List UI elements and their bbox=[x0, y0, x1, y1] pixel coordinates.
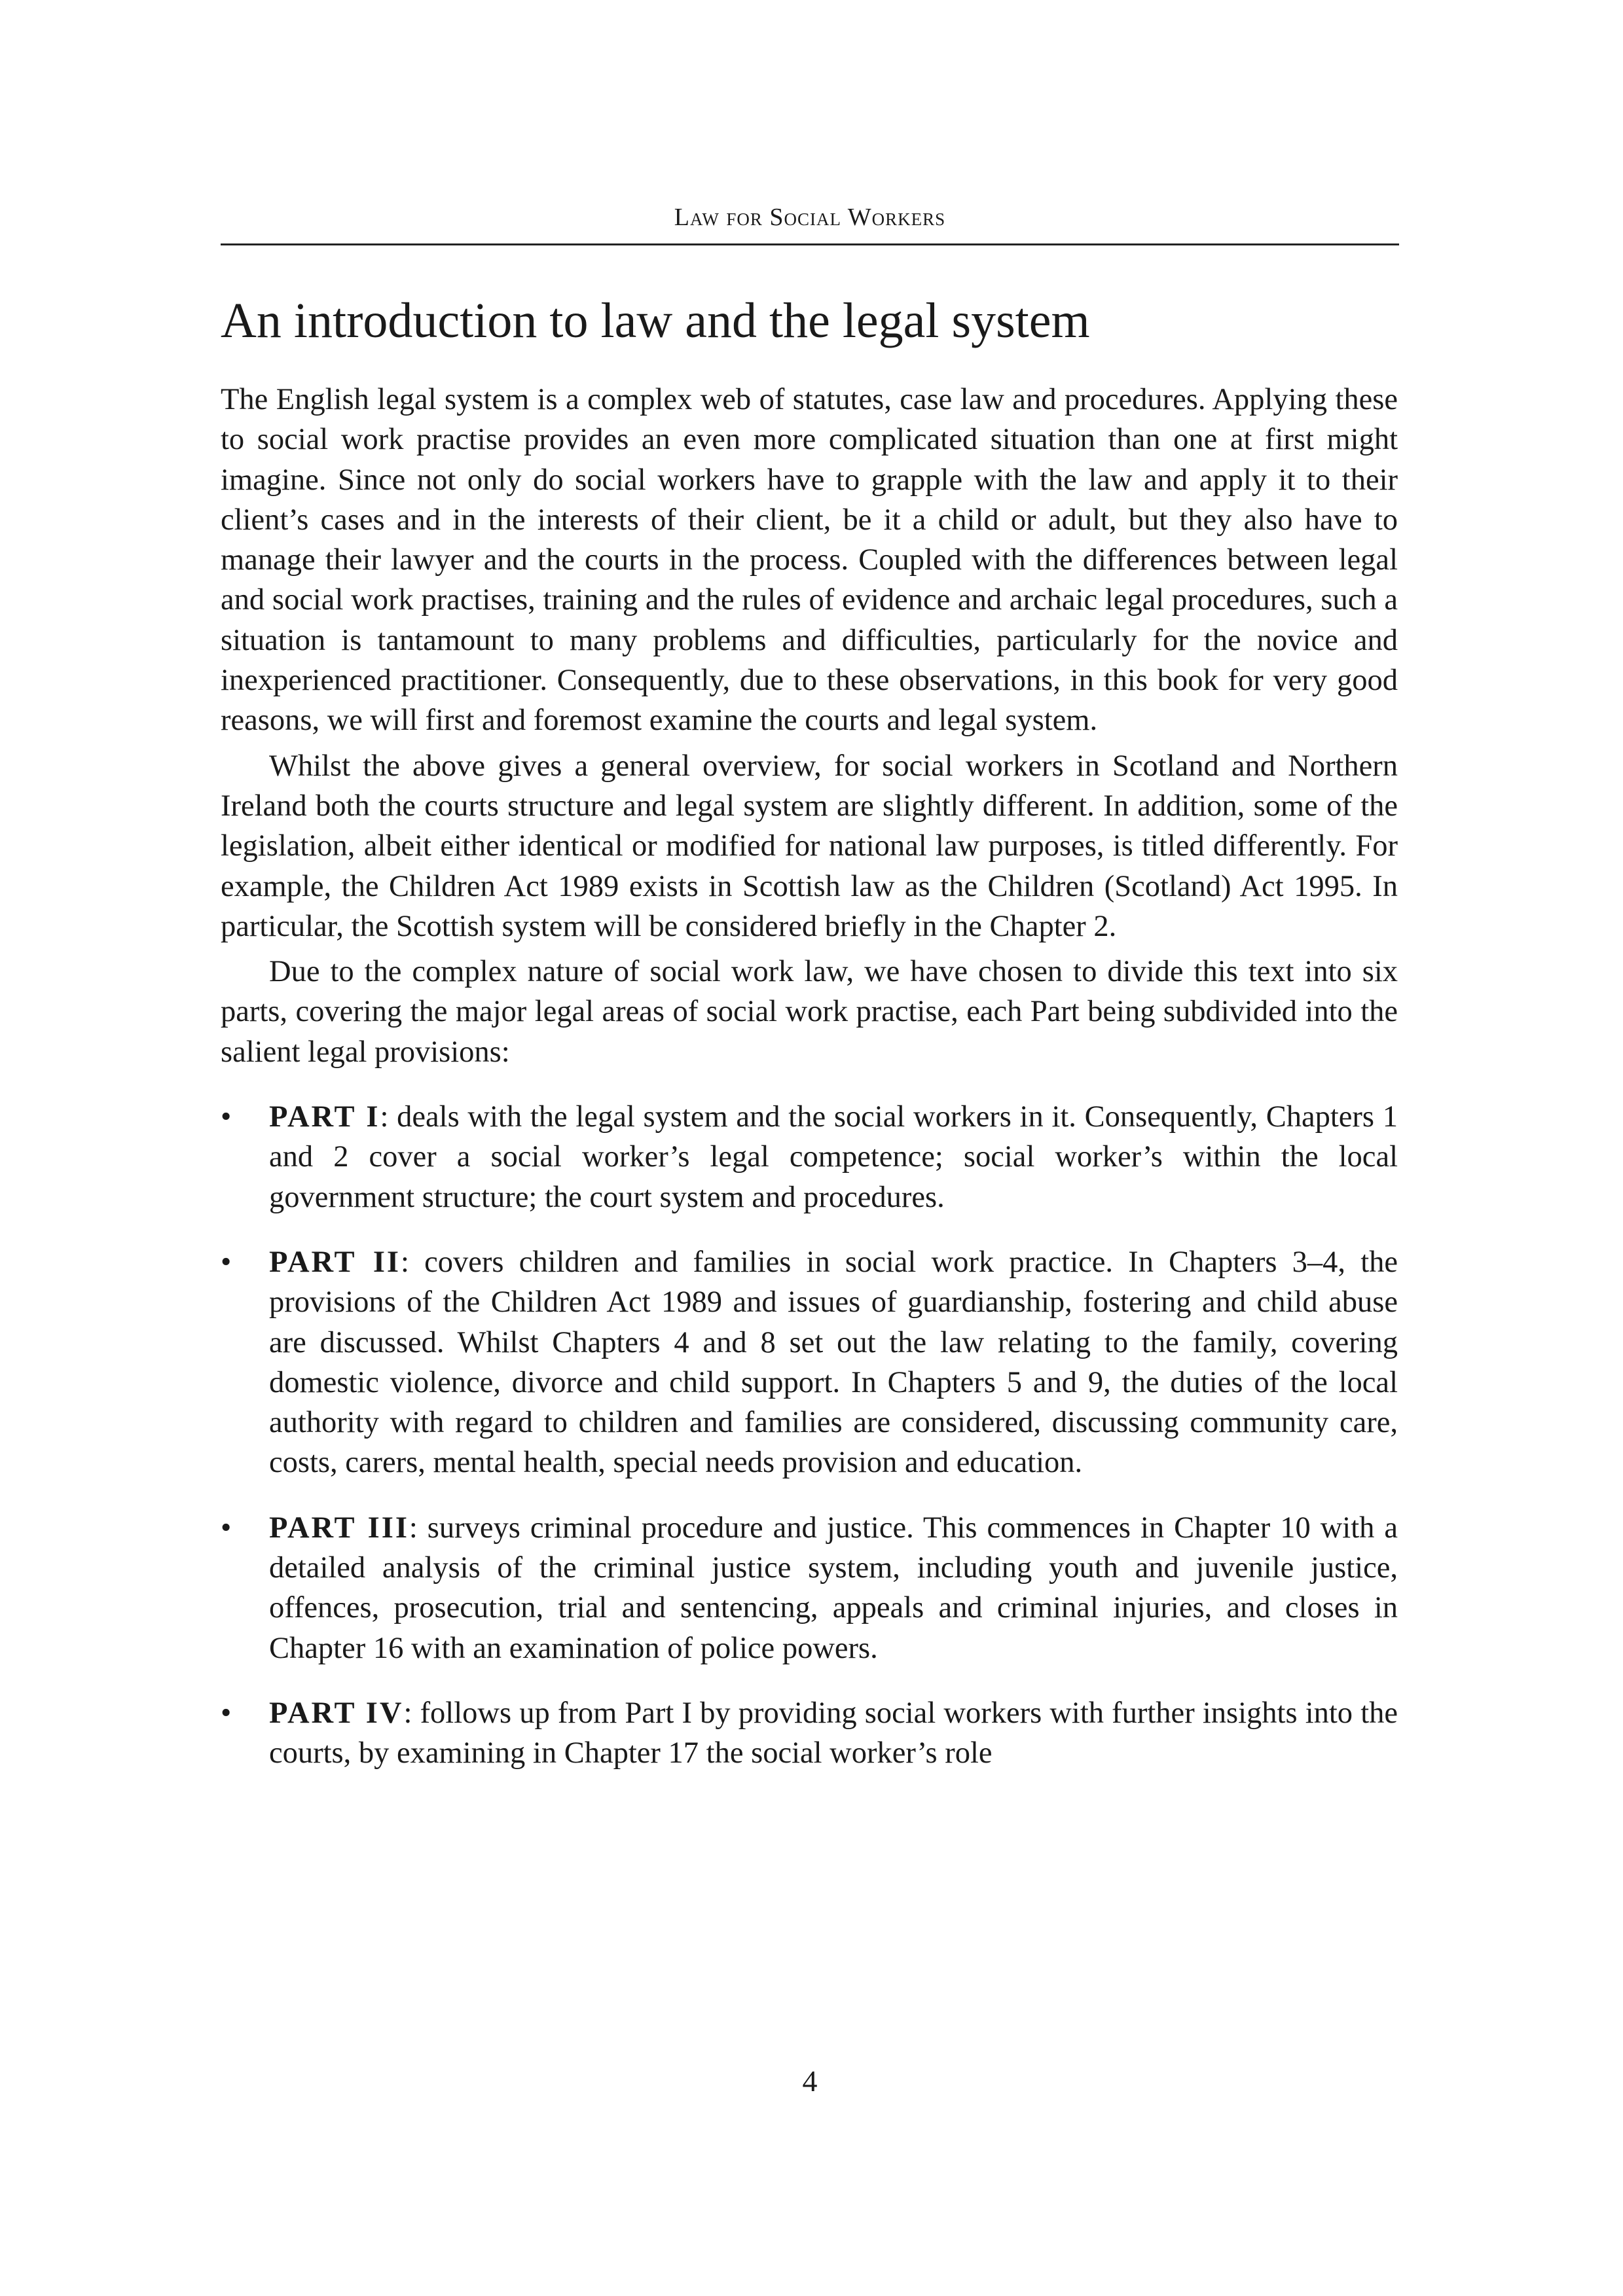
list-item-part-4 bbox=[221, 1693, 1398, 1774]
list-item-part-3 bbox=[221, 1508, 1398, 1668]
part-label: PART I bbox=[269, 1100, 380, 1134]
header-rule bbox=[221, 243, 1399, 245]
part-label: PART III bbox=[269, 1511, 409, 1545]
chapter-title: An introduction to law and the legal system bbox=[221, 293, 1090, 348]
part-label: PART II bbox=[269, 1245, 401, 1279]
page-number: 4 bbox=[802, 2064, 818, 2098]
body-text bbox=[221, 380, 1398, 1799]
part-label: PART IV bbox=[269, 1696, 404, 1730]
part-description: : follows up from Part I by providing social workers with further insights into the courts, by examining in Chapter 17 the social worker’s role bbox=[269, 1696, 1398, 1770]
running-head: Law for Social Workers bbox=[674, 204, 946, 231]
list-item-part-2 bbox=[221, 1242, 1398, 1483]
paragraph-intro: The English legal system is a complex web of statutes, case law and procedures. Applying these to social work practise provides an even more complicated situation than one at first might imagine. Since not only do social workers have to grapple with the law and apply it to their client’s cases and in the interests of their client, be it a child or adult, but they also have to manage their lawyer and the courts in the process. Coupled with the differences between legal and social work practises, training and the rules of evidence and archaic legal procedures, such a situation is tantamount to many problems and difficulties, particularly for the novice and inexperienced practitioner. Consequently, due to these observations, in this book for very good reasons, we will first and foremost examine the courts and legal system. bbox=[221, 383, 1398, 738]
bullet-icon: • bbox=[221, 1511, 232, 1545]
part-description: : covers children and families in social work practice. In Chapters 3–4, the provisions of the Children Act 1989 and issues of guardianship, fostering and child abuse are discussed. Whilst Chapters 4 and 8 set out the law relating to the family, covering domestic violence, divorce and child support. In Chapters 5 and 9, the duties of the local authority with regard to children and families are considered, discussing community care, costs, carers, mental health, special needs provision and education. bbox=[269, 1245, 1398, 1480]
parts-list bbox=[221, 1097, 1398, 1773]
paragraph-scotland: Whilst the above gives a general overview, for social workers in Scotland and Northern Ireland both the courts structure and legal system are slightly different. In addition, some of the legislation, albeit either identical or modified for national law purposes, is titled differently. For example, the Children Act 1989 exists in Scottish law as the Children (Scotland) Act 1995. In particular, the Scottish system will be considered briefly in the Chapter 2. bbox=[221, 749, 1398, 943]
list-item-part-1 bbox=[221, 1097, 1398, 1217]
part-description: : deals with the legal system and the social workers in it. Consequently, Chapters 1 and 2 cover a social worker’s legal competence; social worker’s within the local government structure; the court system and procedures. bbox=[269, 1100, 1398, 1214]
bullet-icon: • bbox=[221, 1100, 232, 1134]
paragraph-six-parts: Due to the complex nature of social work law, we have chosen to divide this text into six parts, covering the major legal areas of social work practise, each Part being subdivided into the salient legal provisions: bbox=[221, 955, 1398, 1069]
bullet-icon: • bbox=[221, 1696, 232, 1730]
bullet-icon: • bbox=[221, 1245, 232, 1279]
part-description: : surveys criminal procedure and justice. This commences in Chapter 10 with a detailed analysis of the criminal justice system, including youth and juvenile justice, offences, prosecution, trial and sentencing, appeals and criminal injuries, and closes in Chapter 16 with an examination of police powers. bbox=[269, 1511, 1398, 1665]
